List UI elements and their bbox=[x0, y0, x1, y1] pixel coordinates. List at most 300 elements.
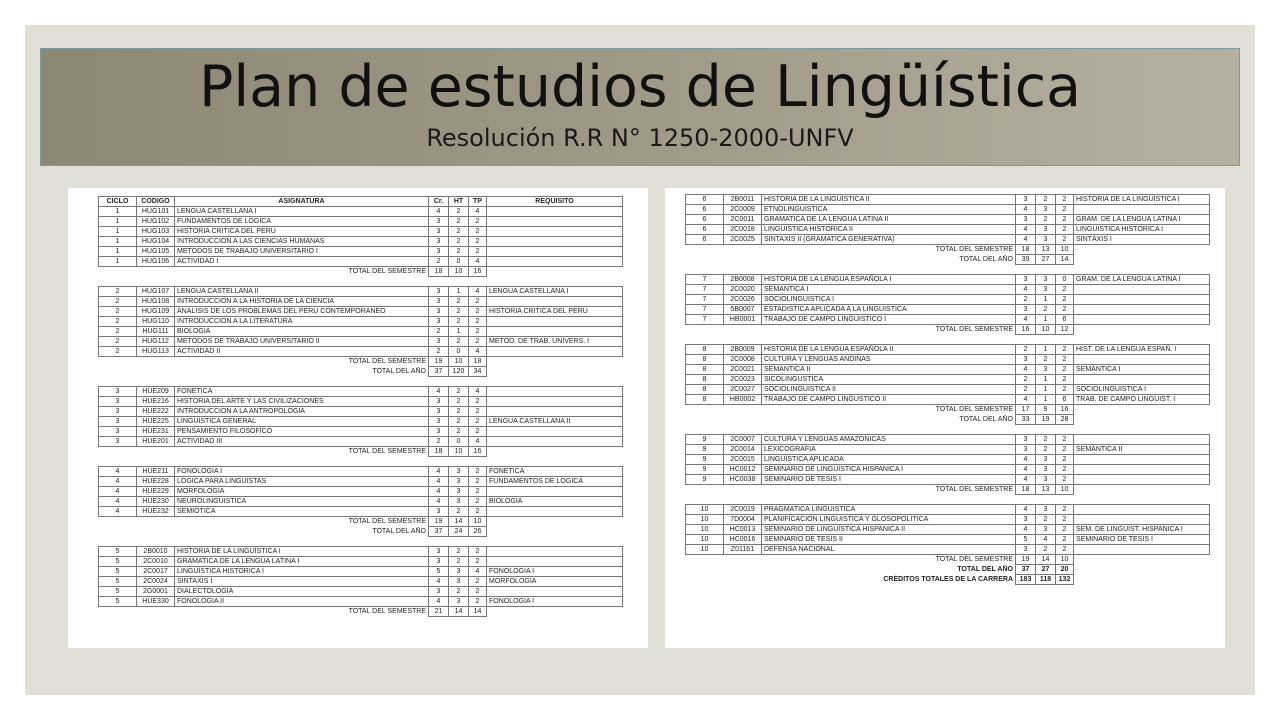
cell-ciclo: 3 bbox=[99, 417, 137, 427]
cell-creditos: 3 bbox=[429, 407, 449, 417]
cell-tp: 2 bbox=[469, 477, 487, 487]
cell-ciclo: 10 bbox=[686, 505, 724, 515]
cell-requisito: METOD. DE TRAB. UNIVERS. I bbox=[487, 337, 623, 347]
total-empty-cell bbox=[487, 607, 623, 617]
cell-codigo: Z01161 bbox=[724, 545, 762, 555]
cell-requisito bbox=[487, 397, 623, 407]
cell-ciclo: 2 bbox=[99, 307, 137, 317]
total-row bbox=[686, 325, 1210, 335]
curriculum-table-left bbox=[98, 196, 623, 617]
total-row bbox=[99, 267, 623, 277]
cell-codigo: HUG112 bbox=[137, 337, 175, 347]
total-ht: 9 bbox=[1036, 405, 1056, 415]
cell-creditos: 3 bbox=[429, 417, 449, 427]
cell-codigo: HUE231 bbox=[137, 427, 175, 437]
cell-ciclo: 2 bbox=[99, 317, 137, 327]
cell-ciclo: 7 bbox=[686, 285, 724, 295]
cell-requisito: FUNDAMENTOS DE LOGICA bbox=[487, 477, 623, 487]
cell-creditos: 4 bbox=[1016, 365, 1036, 375]
total-ht: 24 bbox=[449, 527, 469, 537]
total-label: TOTAL DEL AÑO bbox=[372, 368, 426, 375]
spacer-row bbox=[686, 495, 1210, 505]
cell-ciclo: 3 bbox=[99, 437, 137, 447]
cell-codigo: 2B0010 bbox=[137, 547, 175, 557]
total-row bbox=[686, 245, 1210, 255]
cell-codigo: 2C0023 bbox=[724, 375, 762, 385]
cell-tp: 4 bbox=[469, 567, 487, 577]
cell-asignatura: ACTIVIDAD I bbox=[175, 257, 429, 267]
total-tp: 14 bbox=[469, 607, 487, 617]
cell-asignatura: SEMIOTICA bbox=[175, 507, 429, 517]
total-ht: 10 bbox=[449, 447, 469, 457]
cell-creditos: 4 bbox=[1016, 475, 1036, 485]
cell-ht: 2 bbox=[449, 387, 469, 397]
cell-requisito bbox=[1074, 375, 1210, 385]
total-tp: 16 bbox=[1056, 405, 1074, 415]
cell-ciclo: 1 bbox=[99, 237, 137, 247]
cell-creditos: 4 bbox=[429, 207, 449, 217]
cell-asignatura: METODOS DE TRABAJO UNIVERSITARIO I bbox=[175, 247, 429, 257]
cell-ciclo: 2 bbox=[99, 287, 137, 297]
total-tp: 10 bbox=[1056, 555, 1074, 565]
header-asignatura: ASIGNATURA bbox=[175, 197, 429, 207]
cell-ciclo: 4 bbox=[99, 467, 137, 477]
cell-ciclo: 2 bbox=[99, 347, 137, 357]
cell-creditos: 3 bbox=[429, 507, 449, 517]
cell-codigo: HUG101 bbox=[137, 207, 175, 217]
cell-tp: 2 bbox=[1056, 285, 1074, 295]
total-empty-cell bbox=[487, 267, 623, 277]
cell-tp: 4 bbox=[469, 257, 487, 267]
cell-tp: 4 bbox=[469, 207, 487, 217]
cell-codigo: HUG110 bbox=[137, 317, 175, 327]
cell-ht: 2 bbox=[1036, 435, 1056, 445]
total-empty-cell bbox=[487, 527, 623, 537]
cell-requisito bbox=[1074, 295, 1210, 305]
cell-ciclo: 4 bbox=[99, 477, 137, 487]
spacer-cell bbox=[686, 265, 1210, 275]
table-row bbox=[686, 465, 1210, 475]
cell-requisito bbox=[1074, 435, 1210, 445]
cell-tp: 2 bbox=[469, 307, 487, 317]
cell-codigo: 2C0015 bbox=[724, 455, 762, 465]
cell-asignatura: MORFOLOGIA bbox=[175, 487, 429, 497]
table-row bbox=[99, 437, 623, 447]
cell-ht: 3 bbox=[449, 597, 469, 607]
cell-asignatura: SEMANTICA I bbox=[762, 285, 1016, 295]
cell-creditos: 4 bbox=[429, 467, 449, 477]
cell-ht: 1 bbox=[1036, 395, 1056, 405]
cell-asignatura: TRABAJO DE CAMPO LINGUISTICO I bbox=[762, 315, 1016, 325]
cell-tp: 2 bbox=[1056, 365, 1074, 375]
spacer-cell bbox=[99, 377, 623, 387]
cell-creditos: 3 bbox=[1016, 515, 1036, 525]
spacer-cell bbox=[686, 495, 1210, 505]
total-tp: 10 bbox=[1056, 245, 1074, 255]
table-row bbox=[686, 345, 1210, 355]
cell-ht: 3 bbox=[1036, 455, 1056, 465]
total-creditos: 39 bbox=[1016, 255, 1036, 265]
spacer-row bbox=[99, 537, 623, 547]
cell-codigo: 2C0024 bbox=[137, 577, 175, 587]
cell-codigo: HUE225 bbox=[137, 417, 175, 427]
cell-creditos: 5 bbox=[429, 567, 449, 577]
cell-asignatura: FONETICA bbox=[175, 387, 429, 397]
cell-codigo: 2B0011 bbox=[724, 195, 762, 205]
spacer-row bbox=[686, 265, 1210, 275]
header-codigo: CODIGO bbox=[137, 197, 175, 207]
cell-ciclo: 1 bbox=[99, 247, 137, 257]
cell-ht: 3 bbox=[449, 497, 469, 507]
total-row bbox=[686, 405, 1210, 415]
cell-tp: 2 bbox=[1056, 445, 1074, 455]
cell-creditos: 2 bbox=[429, 327, 449, 337]
cell-ht: 3 bbox=[1036, 275, 1056, 285]
cell-codigo: HUG113 bbox=[137, 347, 175, 357]
table-header-row bbox=[99, 197, 623, 207]
header-ht: HT bbox=[449, 197, 469, 207]
cell-creditos: 3 bbox=[1016, 215, 1036, 225]
total-label: TOTAL DEL SEMESTRE bbox=[935, 406, 1013, 414]
cell-codigo: 7D0004 bbox=[724, 515, 762, 525]
cell-codigo: 2C0018 bbox=[724, 225, 762, 235]
cell-tp: 2 bbox=[469, 557, 487, 567]
cell-asignatura: PLANIFICACION LINGÜISTICA Y GLOSOPOLITICA bbox=[762, 515, 1016, 525]
cell-codigo: HUG111 bbox=[137, 327, 175, 337]
table-row bbox=[686, 355, 1210, 365]
spacer-cell bbox=[686, 425, 1210, 435]
cell-ht: 2 bbox=[449, 297, 469, 307]
cell-asignatura: LOGICA PARA LINGÜISTAS bbox=[175, 477, 429, 487]
cell-ht: 2 bbox=[449, 547, 469, 557]
total-tp: 10 bbox=[469, 517, 487, 527]
total-row bbox=[99, 527, 623, 537]
cell-ht: 2 bbox=[449, 397, 469, 407]
cell-requisito: GRAM. DE LA LENGUA LATINA I bbox=[1074, 215, 1210, 225]
cell-ht: 3 bbox=[1036, 465, 1056, 475]
cell-ciclo: 6 bbox=[686, 225, 724, 235]
cell-codigo: 2C0008 bbox=[724, 355, 762, 365]
total-creditos: 37 bbox=[429, 367, 449, 377]
cell-asignatura: ESTADISTICA APLICADA A LA LINGÜISTICA bbox=[762, 305, 1016, 315]
cell-requisito bbox=[487, 227, 623, 237]
cell-requisito bbox=[487, 347, 623, 357]
cell-codigo: HUE230 bbox=[137, 497, 175, 507]
cell-codigo: HUG104 bbox=[137, 237, 175, 247]
cell-ht: 2 bbox=[449, 507, 469, 517]
cell-creditos: 3 bbox=[1016, 445, 1036, 455]
cell-creditos: 3 bbox=[1016, 435, 1036, 445]
cell-tp: 2 bbox=[469, 227, 487, 237]
spacer-cell bbox=[99, 537, 623, 547]
cell-codigo: HUE216 bbox=[137, 397, 175, 407]
cell-ht: 1 bbox=[1036, 375, 1056, 385]
cell-ciclo: 5 bbox=[99, 577, 137, 587]
total-label: TOTAL DEL AÑO bbox=[959, 416, 1013, 423]
cell-tp: 2 bbox=[1056, 475, 1074, 485]
cell-ciclo: 3 bbox=[99, 397, 137, 407]
cell-tp: 2 bbox=[1056, 305, 1074, 315]
total-ht: 13 bbox=[1036, 485, 1056, 495]
total-creditos: 183 bbox=[1016, 575, 1036, 585]
table-row bbox=[99, 387, 623, 397]
cell-creditos: 4 bbox=[1016, 225, 1036, 235]
cell-requisito: FONOLOGIA I bbox=[487, 567, 623, 577]
cell-tp: 2 bbox=[469, 407, 487, 417]
cell-requisito: LENGUA CASTELLANA II bbox=[487, 417, 623, 427]
total-ht: 27 bbox=[1036, 255, 1056, 265]
cell-ciclo: 6 bbox=[686, 235, 724, 245]
cell-codigo: HUE228 bbox=[137, 477, 175, 487]
curriculum-page-right bbox=[665, 188, 1225, 648]
total-ht: 27 bbox=[1036, 565, 1056, 575]
cell-asignatura: LEXICOGRAFIA bbox=[762, 445, 1016, 455]
cell-codigo: 5B0007 bbox=[724, 305, 762, 315]
cell-ciclo: 1 bbox=[99, 227, 137, 237]
cell-creditos: 3 bbox=[1016, 355, 1036, 365]
cell-tp: 2 bbox=[1056, 465, 1074, 475]
cell-asignatura: NEUROLINGUISTICA bbox=[175, 497, 429, 507]
cell-requisito bbox=[487, 217, 623, 227]
cell-creditos: 3 bbox=[429, 317, 449, 327]
cell-codigo: HC0012 bbox=[724, 465, 762, 475]
cell-creditos: 3 bbox=[429, 237, 449, 247]
cell-creditos: 2 bbox=[1016, 295, 1036, 305]
cell-ciclo: 10 bbox=[686, 515, 724, 525]
cell-tp: 2 bbox=[469, 587, 487, 597]
spacer-cell bbox=[686, 335, 1210, 345]
cell-creditos: 4 bbox=[1016, 505, 1036, 515]
cell-codigo: 2B0008 bbox=[724, 275, 762, 285]
cell-asignatura: HISTORIA CRITICA DEL PERU bbox=[175, 227, 429, 237]
cell-requisito bbox=[487, 507, 623, 517]
cell-requisito bbox=[487, 247, 623, 257]
cell-ht: 3 bbox=[1036, 225, 1056, 235]
cell-asignatura: SEMANTICA II bbox=[762, 365, 1016, 375]
cell-asignatura: SEMINARIO DE TESIS I bbox=[762, 475, 1016, 485]
cell-asignatura: BIOLOGIA bbox=[175, 327, 429, 337]
cell-ciclo: 7 bbox=[686, 295, 724, 305]
cell-ciclo: 8 bbox=[686, 345, 724, 355]
cell-asignatura: HISTORIA DE LA LENGUA ESPAÑOLA I bbox=[762, 275, 1016, 285]
table-row bbox=[686, 205, 1210, 215]
cell-requisito: FONETICA bbox=[487, 467, 623, 477]
total-tp: 132 bbox=[1056, 575, 1074, 585]
total-tp: 14 bbox=[1056, 255, 1074, 265]
cell-codigo: 2C0007 bbox=[724, 435, 762, 445]
cell-creditos: 2 bbox=[1016, 345, 1036, 355]
cell-ht: 3 bbox=[1036, 235, 1056, 245]
cell-requisito: SEMÁNTICA II bbox=[1074, 445, 1210, 455]
cell-requisito bbox=[1074, 285, 1210, 295]
cell-asignatura: ETNOLINGUISTICA bbox=[762, 205, 1016, 215]
cell-tp: 2 bbox=[1056, 525, 1074, 535]
cell-requisito: HISTORIA CRITICA DEL PERU bbox=[487, 307, 623, 317]
cell-ht: 2 bbox=[449, 407, 469, 417]
total-label: TOTAL DEL SEMESTRE bbox=[935, 486, 1013, 494]
cell-creditos: 3 bbox=[429, 587, 449, 597]
table-row bbox=[686, 395, 1210, 405]
total-empty-cell bbox=[487, 517, 623, 527]
total-row bbox=[686, 555, 1210, 565]
total-tp: 34 bbox=[469, 367, 487, 377]
cell-ciclo: 2 bbox=[99, 297, 137, 307]
table-row bbox=[99, 507, 623, 517]
table-row bbox=[686, 505, 1210, 515]
cell-tp: 4 bbox=[469, 437, 487, 447]
spacer-cell bbox=[99, 277, 623, 287]
total-empty-cell bbox=[1074, 555, 1210, 565]
cell-ht: 1 bbox=[449, 327, 469, 337]
total-tp: 10 bbox=[1056, 485, 1074, 495]
table-row bbox=[99, 597, 623, 607]
total-empty-cell bbox=[1074, 415, 1210, 425]
cell-ciclo: 10 bbox=[686, 525, 724, 535]
cell-asignatura: LENGUA CASTELLANA II bbox=[175, 287, 429, 297]
cell-asignatura: FONOLOGIA II bbox=[175, 597, 429, 607]
header-creditos: Cr. bbox=[429, 197, 449, 207]
total-empty-cell bbox=[1074, 325, 1210, 335]
cell-creditos: 3 bbox=[429, 297, 449, 307]
title-banner bbox=[40, 48, 1240, 166]
table-row bbox=[99, 427, 623, 437]
cell-tp: 2 bbox=[1056, 205, 1074, 215]
cell-asignatura: METODOS DE TRABAJO UNIVERSITARIO II bbox=[175, 337, 429, 347]
total-tp: 16 bbox=[469, 267, 487, 277]
total-creditos: 37 bbox=[1016, 565, 1036, 575]
cell-ciclo: 1 bbox=[99, 217, 137, 227]
cell-tp: 2 bbox=[1056, 515, 1074, 525]
cell-ht: 2 bbox=[449, 237, 469, 247]
cell-ht: 2 bbox=[449, 307, 469, 317]
cell-codigo: HUG106 bbox=[137, 257, 175, 267]
cell-ht: 3 bbox=[449, 487, 469, 497]
cell-codigo: 2C0025 bbox=[724, 235, 762, 245]
cell-requisito: TRAB. DE CAMPO LINGUIST. I bbox=[1074, 395, 1210, 405]
table-row bbox=[686, 455, 1210, 465]
cell-ht: 2 bbox=[1036, 215, 1056, 225]
table-row bbox=[99, 467, 623, 477]
cell-ht: 2 bbox=[449, 557, 469, 567]
total-label: TOTAL DEL SEMESTRE bbox=[935, 556, 1013, 564]
cell-tp: 2 bbox=[1056, 435, 1074, 445]
cell-ciclo: 5 bbox=[99, 587, 137, 597]
curriculum-table-right bbox=[685, 194, 1210, 585]
cell-tp: 2 bbox=[1056, 225, 1074, 235]
total-tp: 16 bbox=[469, 447, 487, 457]
table-row bbox=[686, 305, 1210, 315]
cell-creditos: 4 bbox=[1016, 395, 1036, 405]
cell-ciclo: 3 bbox=[99, 427, 137, 437]
table-row bbox=[686, 285, 1210, 295]
cell-creditos: 3 bbox=[1016, 305, 1036, 315]
cell-tp: 2 bbox=[469, 237, 487, 247]
table-row bbox=[99, 337, 623, 347]
cell-tp: 2 bbox=[469, 427, 487, 437]
cell-requisito bbox=[1074, 455, 1210, 465]
total-row bbox=[686, 485, 1210, 495]
table-row bbox=[686, 225, 1210, 235]
cell-codigo: 2C0020 bbox=[724, 285, 762, 295]
cell-asignatura: DIALECTOLOGIA bbox=[175, 587, 429, 597]
cell-tp: 6 bbox=[1056, 315, 1074, 325]
table-row bbox=[99, 297, 623, 307]
cell-creditos: 4 bbox=[1016, 285, 1036, 295]
cell-ht: 3 bbox=[449, 477, 469, 487]
cell-requisito bbox=[1074, 475, 1210, 485]
cell-requisito bbox=[487, 257, 623, 267]
cell-requisito bbox=[487, 317, 623, 327]
cell-tp: 2 bbox=[1056, 385, 1074, 395]
total-creditos: 19 bbox=[429, 517, 449, 527]
cell-requisito bbox=[487, 487, 623, 497]
cell-asignatura: INTRODUCCION A LA LITERATURA bbox=[175, 317, 429, 327]
cell-ht: 2 bbox=[1036, 445, 1056, 455]
cell-creditos: 4 bbox=[1016, 455, 1036, 465]
cell-requisito bbox=[487, 297, 623, 307]
cell-creditos: 4 bbox=[429, 487, 449, 497]
cell-creditos: 3 bbox=[1016, 275, 1036, 285]
cell-tp: 2 bbox=[469, 327, 487, 337]
table-row bbox=[99, 397, 623, 407]
cell-requisito bbox=[487, 387, 623, 397]
cell-tp: 2 bbox=[469, 487, 487, 497]
spacer-row bbox=[99, 377, 623, 387]
cell-creditos: 2 bbox=[429, 437, 449, 447]
cell-codigo: HUE229 bbox=[137, 487, 175, 497]
total-ht: 10 bbox=[449, 267, 469, 277]
cell-creditos: 2 bbox=[429, 347, 449, 357]
cell-tp: 2 bbox=[1056, 235, 1074, 245]
cell-tp: 2 bbox=[469, 247, 487, 257]
cell-asignatura: SEMINARIO DE LINGÜÍSTICA HISPANICA I bbox=[762, 465, 1016, 475]
cell-requisito bbox=[487, 427, 623, 437]
table-row bbox=[99, 247, 623, 257]
cell-requisito: HISTORIA DE LA LINGÜÍSTICA I bbox=[1074, 195, 1210, 205]
spacer-row bbox=[99, 457, 623, 467]
cell-requisito bbox=[487, 437, 623, 447]
total-row bbox=[99, 517, 623, 527]
table-row bbox=[99, 217, 623, 227]
total-label: TOTAL DEL SEMESTRE bbox=[935, 246, 1013, 254]
table-row bbox=[99, 497, 623, 507]
total-creditos: 18 bbox=[1016, 245, 1036, 255]
table-row bbox=[99, 287, 623, 297]
cell-tp: 2 bbox=[1056, 295, 1074, 305]
total-empty-cell bbox=[487, 367, 623, 377]
cell-creditos: 4 bbox=[429, 477, 449, 487]
cell-creditos: 4 bbox=[1016, 235, 1036, 245]
total-label: TOTAL DEL AÑO bbox=[959, 256, 1013, 263]
cell-asignatura: INTRODUCCION A LA ANTROPOLOGIA bbox=[175, 407, 429, 417]
total-creditos: 33 bbox=[1016, 415, 1036, 425]
cell-asignatura: SEMINARIO DE TESIS II bbox=[762, 535, 1016, 545]
cell-tp: 2 bbox=[1056, 355, 1074, 365]
cell-requisito bbox=[487, 327, 623, 337]
cell-ht: 2 bbox=[449, 337, 469, 347]
cell-ht: 2 bbox=[449, 417, 469, 427]
total-ht: 19 bbox=[1036, 415, 1056, 425]
total-empty-cell bbox=[1074, 255, 1210, 265]
cell-ht: 2 bbox=[449, 227, 469, 237]
cell-tp: 2 bbox=[469, 317, 487, 327]
table-row bbox=[99, 307, 623, 317]
cell-requisito: SEMÁNTICA I bbox=[1074, 365, 1210, 375]
cell-asignatura: PRAGMATICA LINGÜISTICA bbox=[762, 505, 1016, 515]
cell-codigo: HUE209 bbox=[137, 387, 175, 397]
cell-codigo: 2B0009 bbox=[724, 345, 762, 355]
total-row bbox=[99, 447, 623, 457]
